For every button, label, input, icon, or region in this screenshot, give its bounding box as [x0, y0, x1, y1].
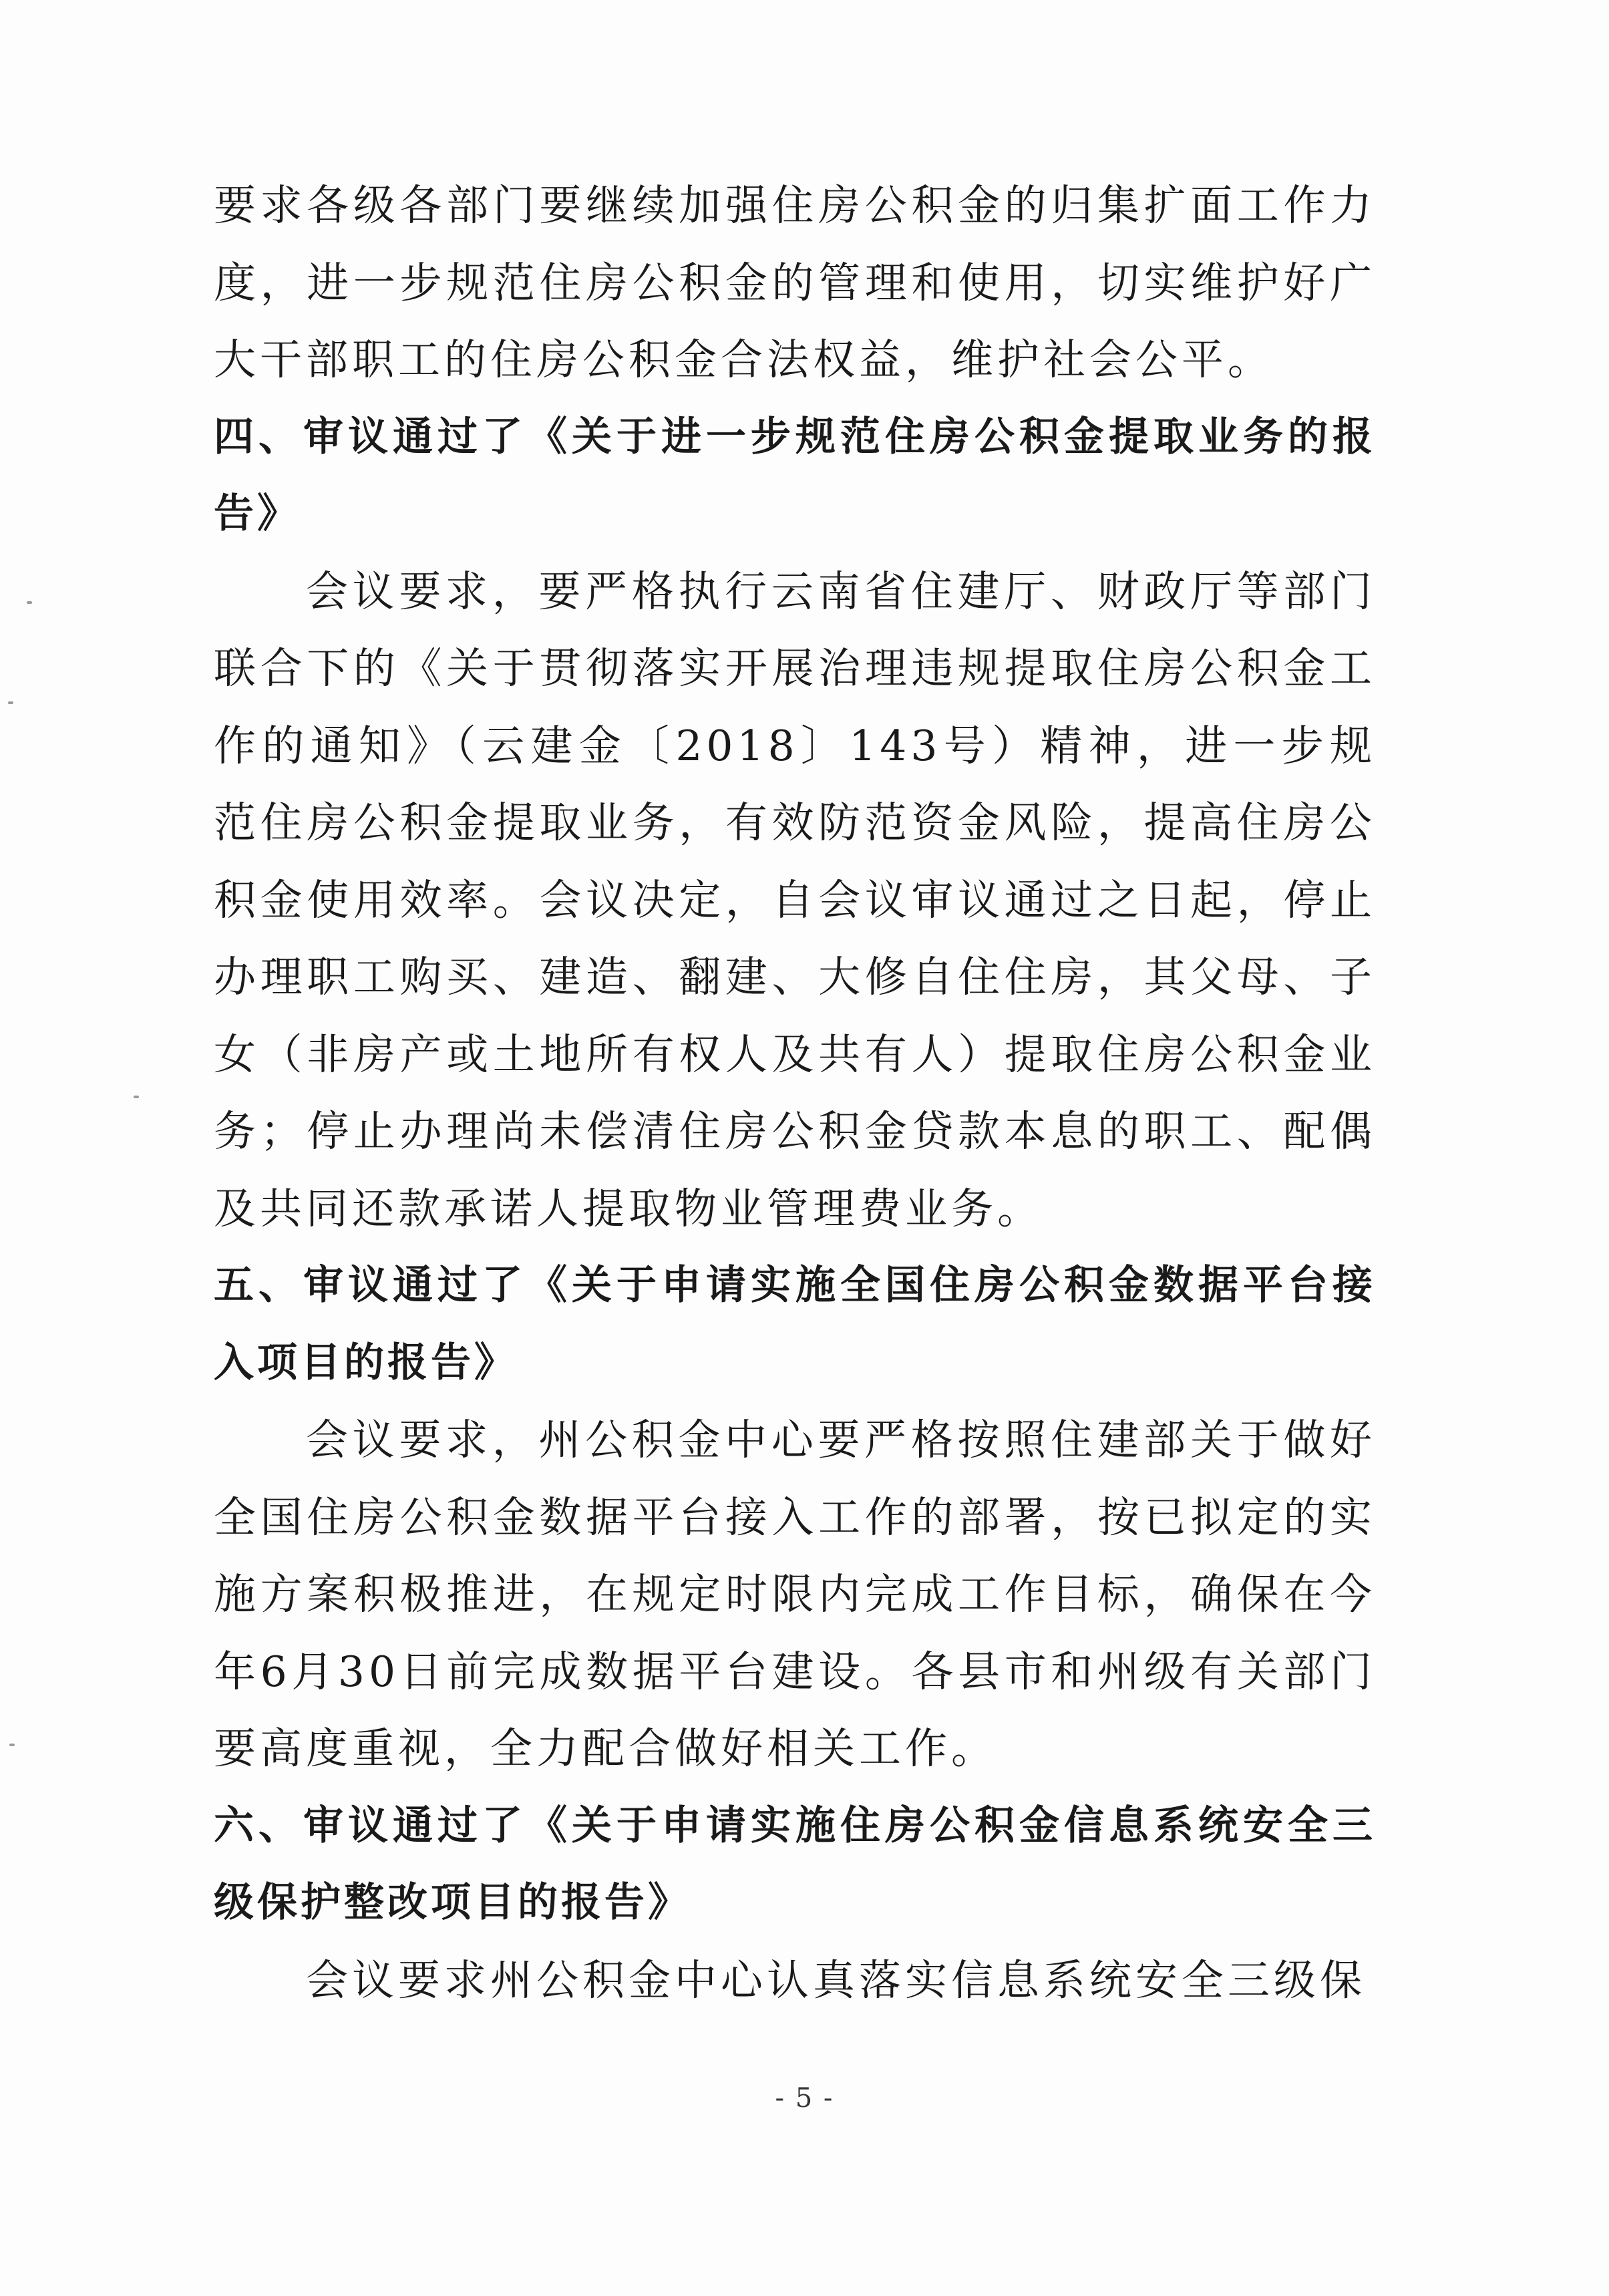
section-heading-5: 五、审议通过了《关于申请实施全国住房公积金数据平台接入项目的报告》 — [214, 1262, 1376, 1386]
scan-speck — [9, 1744, 15, 1746]
section-heading-6: 六、审议通过了《关于申请实施住房公积金信息系统安全三级保护整改项目的报告》 — [214, 1802, 1376, 1926]
paragraph-section-4: 会议要求，要严格执行云南省住建厅、财政厅等部门联合下的《关于贯彻落实开展治理违规提取住房公积金工作的通知》（云建金〔2018〕143号）精神，进一步规范住房公积金提取业务，有效防范资金风险，提高住房公积金使用效率。会议决定，自会议审议通过之日起，停止办理职工购买、建造、翻建、大修自住住房，其父母、子女（非房产或土地所有权人及共有人）提取住房公积金业务；停止办理尚未偿清住房公积金贷款本息的职工、配偶及共同还款承诺人提取物业管理费业务。 — [214, 566, 1376, 1233]
section-heading-4: 四、审议通过了《关于进一步规范住房公积金提取业务的报告》 — [214, 413, 1376, 537]
scan-speck — [134, 1096, 139, 1098]
page-number: - 5 - — [775, 2083, 834, 2114]
scan-speck — [8, 701, 13, 704]
paragraph-section-6: 会议要求州公积金中心认真落实信息系统安全三级保 — [306, 1955, 1366, 2005]
scan-speck — [27, 601, 32, 604]
paragraph-section-5: 会议要求，州公积金中心要严格按照住建部关于做好全国住房公积金数据平台接入工作的部署，按已拟定的实施方案积极推进，在规定时限内完成工作目标，确保在今年6月30日前完成数据平台建设。各县市和州级有关部门要高度重视，全力配合做好相关工作。 — [214, 1416, 1376, 1773]
paragraph-continuation: 要求各级各部门要继续加强住房公积金的归集扩面工作力度，进一步规范住房公积金的管理和使用，切实维护好广大干部职工的住房公积金合法权益，维护社会公平。 — [214, 181, 1376, 384]
document-body — [214, 167, 1376, 2019]
